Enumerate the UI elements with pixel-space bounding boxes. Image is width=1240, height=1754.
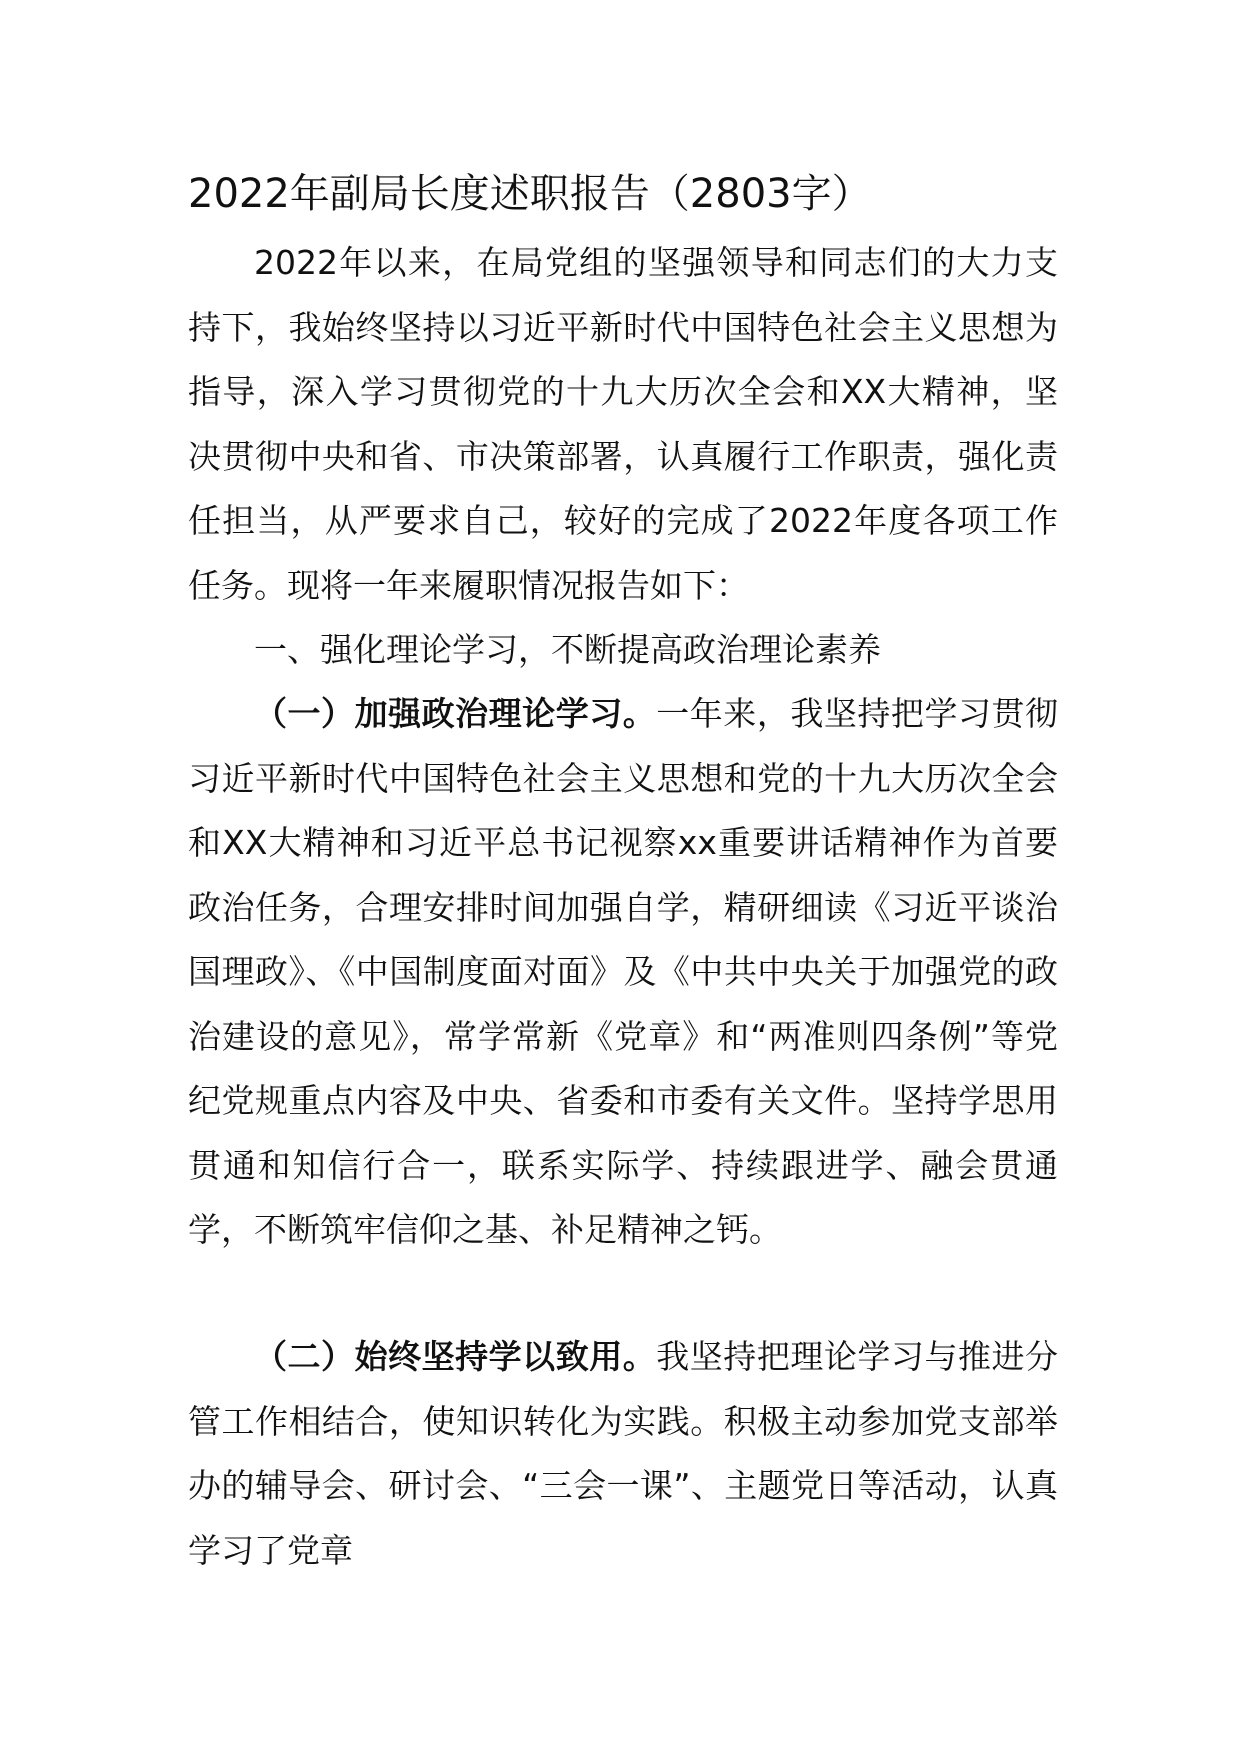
item-title-1: （一）加强政治理论学习。 [254,694,657,733]
document-title: 2022年副局长度述职报告（2803字） [188,171,872,217]
item-body-1: 一年来，我坚持把学习贯彻习近平新时代中国特色社会主义思想和党的十九大历次全会和XX大精神和习近平总书记视察xx重要讲话精神作为首要政治任务，合理安排时间加强自学，精研细读《习近平谈治国理政》、《中国制度面对面》及《中共中央关于加强党的政治建设的意见》，常学常新《党章》和“两准则四条例”等党纪党规重点内容及中央、省委和市委有关文件。坚持学思用贯通和知信行合一，联系实际学、持续跟进学、融会贯通学，不断筑牢信仰之基、补足精神之钙。 [188,694,1059,1249]
section-heading: 一、强化理论学习，不断提高政治理论素养 [254,630,881,669]
item-body-2: 我坚持把理论学习与推进分管工作相结合，使知识转化为实践。积极主动参加党支部举办的辅导会、研讨会、“三会一课”、主题党日等活动，认真学习了党章 [188,1337,1059,1570]
intro-paragraph: 2022年以来，在局党组的坚强领导和同志们的大力支持下，我始终坚持以习近平新时代中国特色社会主义思想为指导，深入学习贯彻党的十九大历次全会和XX大精神，坚决贯彻中央和省、市决策部署，认真履行工作职责，强化责任担当，从严要求自己，较好的完成了2022年度各项工作任务。现将一年来履职情况报告如下： [188,243,1058,605]
item-paragraph-1 [188,682,1058,1263]
item-paragraph-2 [188,1325,1058,1583]
item-title-2: （二）始终坚持学以致用。 [254,1337,657,1376]
